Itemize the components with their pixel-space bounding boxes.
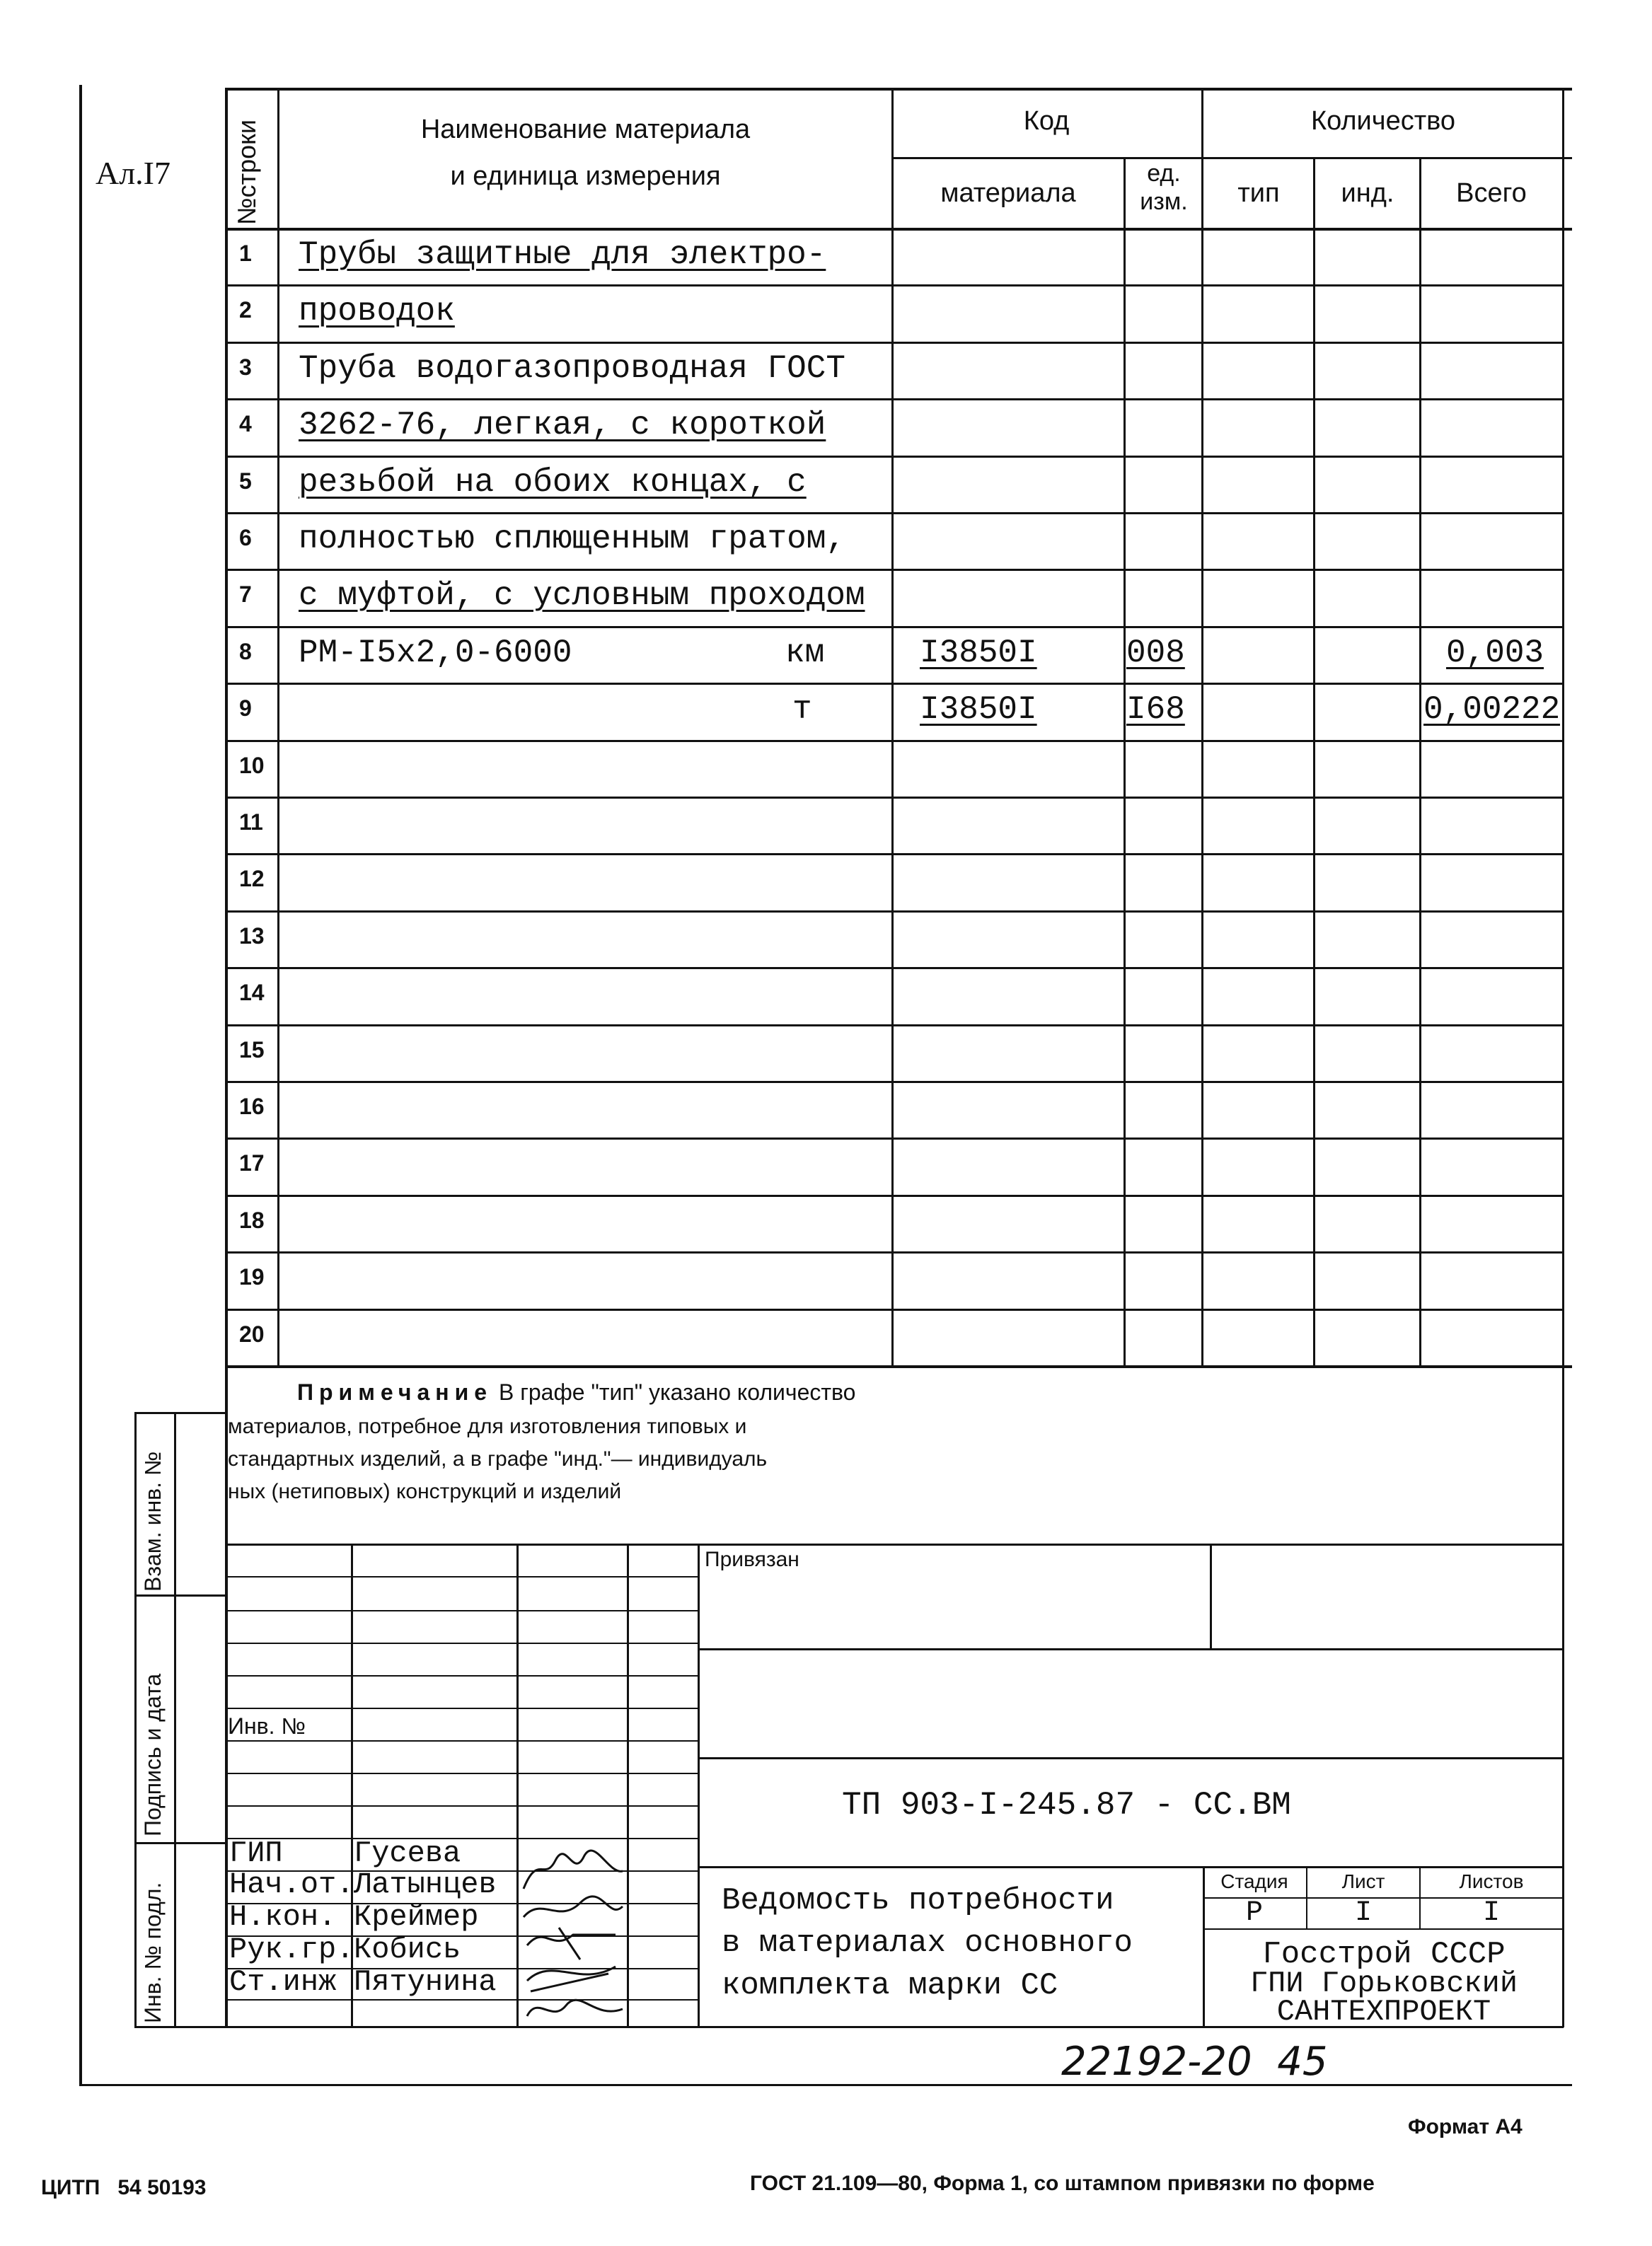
row-number: 19 bbox=[239, 1264, 265, 1290]
tb-right-edge bbox=[1562, 1365, 1564, 2027]
row-line bbox=[225, 456, 1564, 458]
note-label: Примечание bbox=[297, 1379, 493, 1405]
signer-name: Креймер bbox=[354, 1900, 479, 1934]
side-right bbox=[225, 1365, 228, 2027]
signature-3 bbox=[527, 1928, 616, 1960]
signer-name: Пятунина bbox=[354, 1965, 497, 1999]
format-label: Формат А4 bbox=[1408, 2115, 1523, 2138]
col-line-ind bbox=[1419, 157, 1421, 1368]
header-bottom bbox=[225, 228, 1572, 231]
row-number: 11 bbox=[239, 809, 263, 835]
col-line-name bbox=[891, 88, 894, 1368]
row-line bbox=[225, 626, 1564, 628]
sheets-total-value: I bbox=[1482, 1897, 1500, 1929]
signer-role: Н.кон. bbox=[229, 1900, 337, 1934]
row-line bbox=[225, 512, 1564, 514]
row-code: I3850I bbox=[920, 691, 1037, 728]
doc-title-line1: Ведомость потребности bbox=[722, 1883, 1114, 1918]
header-qty-ind: инд. bbox=[1341, 178, 1394, 208]
row-number: 12 bbox=[239, 866, 265, 891]
row-line bbox=[225, 740, 1564, 742]
tb-privyazan-vline bbox=[1210, 1544, 1212, 1650]
doc-title-line3: комплекта марки СС bbox=[722, 1968, 1058, 2003]
row-line bbox=[225, 853, 1564, 855]
table-bottom bbox=[225, 1365, 1572, 1368]
row-unit: т bbox=[792, 691, 812, 728]
header-name-line2: и единица измерения bbox=[450, 161, 721, 191]
side-inner bbox=[174, 1412, 176, 2027]
frame-left bbox=[79, 85, 82, 2085]
row-line bbox=[225, 797, 1564, 799]
org-line2: ГПИ Горьковский bbox=[1249, 1967, 1518, 2001]
col-line-right bbox=[1562, 88, 1564, 1368]
tb-privyazan-bottom bbox=[698, 1648, 1564, 1650]
header-qty-type: тип bbox=[1237, 178, 1280, 208]
signature-1 bbox=[524, 1851, 623, 1889]
signatures bbox=[516, 1839, 630, 2030]
row-number: 20 bbox=[239, 1321, 265, 1347]
row-total: 0,003 bbox=[1446, 635, 1544, 671]
row-number: 2 bbox=[239, 297, 252, 323]
signer-name: Гусева bbox=[354, 1836, 461, 1870]
header-code-unit-2: изм. bbox=[1140, 188, 1188, 215]
signer-role: Рук.гр. bbox=[229, 1933, 354, 1967]
row-line bbox=[225, 284, 1564, 286]
tb-line-top bbox=[225, 1544, 1564, 1546]
sheet-no-label: Лист bbox=[1341, 1870, 1385, 1892]
tb-code-bottom bbox=[698, 1866, 1564, 1868]
footer-right: ГОСТ 21.109—80, Форма 1, со штампом привязки по форме bbox=[750, 2172, 1375, 2195]
col-line-rownum bbox=[277, 88, 279, 1368]
side-label-vzam: Взам. инв. № bbox=[140, 1451, 166, 1592]
row-line bbox=[225, 342, 1564, 344]
row-total: 0,00222 bbox=[1423, 691, 1561, 728]
row-line bbox=[225, 1138, 1564, 1140]
row-name: с муфтой, с условным проходом bbox=[299, 577, 865, 614]
row-unit-code: I68 bbox=[1126, 691, 1185, 728]
header-mid-line bbox=[891, 157, 1572, 159]
inv-no-label: Инв. № bbox=[228, 1713, 306, 1739]
row-number: 18 bbox=[239, 1208, 265, 1233]
row-name: Трубы защитные для электро- bbox=[299, 236, 826, 273]
signature-2 bbox=[524, 1897, 623, 1917]
header-row-number: №строки bbox=[232, 119, 261, 225]
org-line1: Госстрой СССР bbox=[1262, 1937, 1506, 1972]
row-name: Труба водогазопроводная ГОСТ bbox=[299, 350, 845, 387]
signer-role: Нач.от. bbox=[229, 1868, 354, 1901]
row-line bbox=[225, 967, 1564, 969]
row-name: проводок bbox=[299, 293, 455, 330]
table-top bbox=[225, 88, 1572, 91]
footer-left: ЦИТП 54 50193 bbox=[41, 2176, 207, 2199]
note-line4: ных (нетиповых) конструкций и изделий bbox=[228, 1480, 622, 1503]
row-line bbox=[225, 1251, 1564, 1254]
sheet-no-value: I bbox=[1354, 1897, 1372, 1929]
stage-label: Стадия bbox=[1220, 1870, 1288, 1892]
stage-value: Р bbox=[1245, 1897, 1263, 1929]
sheet-label: Ал.I7 bbox=[96, 155, 171, 191]
row-name: РМ-I5х2,0-6000 bbox=[299, 635, 572, 671]
side-label-inv-podl: Инв. № подл. bbox=[140, 1882, 166, 2023]
header-code-group: Код bbox=[1023, 106, 1070, 136]
frame-bottom bbox=[79, 2084, 1572, 2086]
sheets-total-label: Листов bbox=[1459, 1870, 1524, 1892]
col-line-type bbox=[1313, 157, 1315, 1368]
row-name: резьбой на обоих концах, с bbox=[299, 464, 807, 501]
signer-role: Ст.инж bbox=[229, 1965, 337, 1999]
row-name: 3262-76, легкая, с короткой bbox=[299, 407, 826, 444]
signer-name: Латынцев bbox=[354, 1868, 497, 1901]
row-line bbox=[225, 1309, 1564, 1311]
header-qty-group: Количество bbox=[1310, 106, 1456, 136]
row-line bbox=[225, 683, 1564, 685]
row-unit-code: 008 bbox=[1126, 635, 1185, 671]
side-label-podpis: Подпись и дата bbox=[140, 1673, 166, 1836]
header-code-material: материала bbox=[940, 178, 1076, 208]
header-qty-total: Всего bbox=[1456, 178, 1527, 208]
row-name: полностью сплющенным гратом, bbox=[299, 521, 845, 557]
row-number: 9 bbox=[239, 695, 252, 721]
document-code: ТП 903-I-245.87 - СС.ВМ bbox=[842, 1787, 1291, 1824]
col-line-left bbox=[225, 88, 228, 1368]
side-divider-2 bbox=[134, 1842, 226, 1844]
header-name-line1: Наименование материала bbox=[420, 115, 751, 144]
tb-code-top bbox=[698, 1757, 1564, 1759]
row-unit: км bbox=[785, 635, 825, 671]
note-line1-wrap bbox=[297, 1379, 855, 1406]
row-number: 13 bbox=[239, 923, 265, 949]
col-line-unit bbox=[1201, 88, 1203, 1368]
side-top bbox=[134, 1412, 226, 1414]
row-number: 10 bbox=[239, 753, 265, 778]
row-code: I3850I bbox=[920, 635, 1037, 671]
row-number: 14 bbox=[239, 980, 265, 1005]
row-number: 1 bbox=[239, 241, 252, 266]
row-line bbox=[225, 569, 1564, 571]
row-number: 3 bbox=[239, 354, 252, 380]
row-line bbox=[225, 1195, 1564, 1197]
side-left bbox=[134, 1412, 137, 2027]
header-code-unit-1: ед. bbox=[1147, 160, 1181, 187]
row-line bbox=[225, 398, 1564, 400]
row-number: 15 bbox=[239, 1037, 265, 1063]
col-line-code bbox=[1124, 157, 1126, 1368]
doc-title-line2: в материалах основного bbox=[722, 1926, 1133, 1961]
row-line bbox=[225, 1081, 1564, 1083]
privyazan-label: Привязан bbox=[705, 1548, 799, 1571]
note-line2: материалов, потребное для изготовления типовых и bbox=[228, 1415, 747, 1438]
signer-role: ГИП bbox=[229, 1836, 283, 1870]
row-line bbox=[225, 1024, 1564, 1026]
row-number: 16 bbox=[239, 1094, 265, 1119]
row-number: 5 bbox=[239, 468, 252, 494]
note-line3: стандартных изделий, а в графе "инд."— индивидуаль bbox=[228, 1447, 768, 1471]
row-number: 17 bbox=[239, 1150, 265, 1176]
side-divider-1 bbox=[134, 1594, 226, 1597]
signer-name: Кобись bbox=[354, 1933, 461, 1967]
tb-vline-4 bbox=[698, 1544, 700, 2027]
note-line1: В графе "тип" указано количество bbox=[498, 1379, 856, 1405]
row-number: 4 bbox=[239, 411, 252, 436]
row-number: 6 bbox=[239, 525, 252, 550]
row-number: 8 bbox=[239, 639, 252, 664]
signature-5 bbox=[527, 2000, 623, 2016]
row-number: 7 bbox=[239, 581, 252, 607]
org-line3: САНТЕХПРОЕКТ bbox=[1276, 1995, 1491, 2029]
handwritten-number: 22192-20 45 bbox=[1061, 2039, 1328, 2085]
signature-4 bbox=[527, 1967, 616, 1991]
row-line bbox=[225, 910, 1564, 913]
